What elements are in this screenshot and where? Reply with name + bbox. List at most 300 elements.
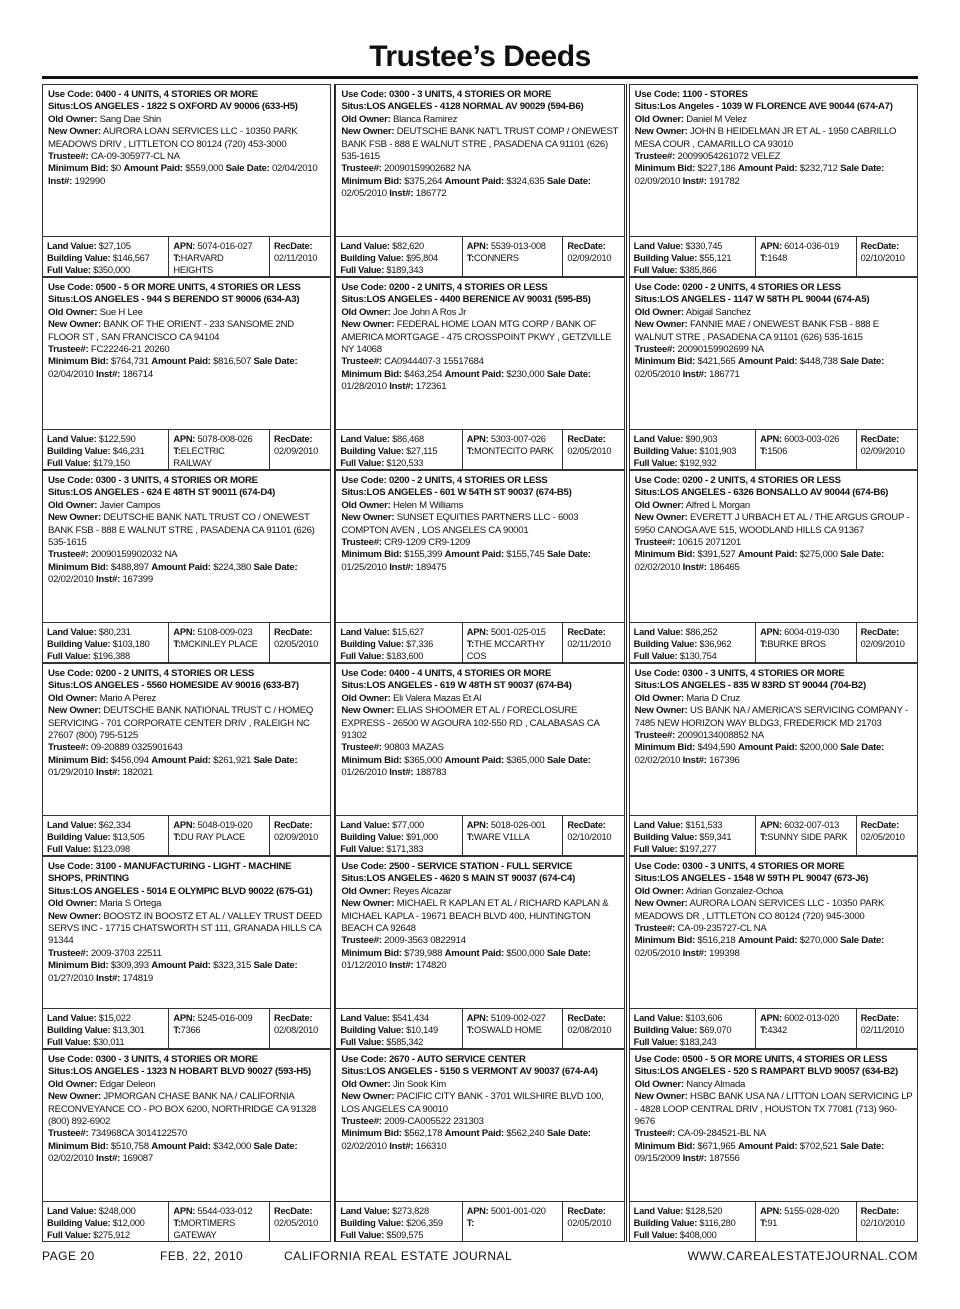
recdate-label: RecDate: — [567, 820, 606, 830]
recdate-label: RecDate: — [273, 1013, 313, 1023]
minimum-bid-line — [341, 948, 442, 959]
minimum-bid-label: Minimum Bid: — [48, 754, 109, 766]
building-value-line — [634, 446, 737, 456]
situs-label: Situs: — [634, 680, 660, 692]
apn-line — [173, 820, 252, 830]
apn-row — [173, 1205, 265, 1217]
record-details — [635, 282, 913, 381]
new-owner-line — [635, 898, 884, 921]
full-value-label: Full Value: — [47, 844, 91, 854]
tract-label: T: — [760, 446, 768, 456]
trustee-label: Trustee#: — [341, 742, 382, 754]
situs-value: LOS ANGELES - 601 W 54TH ST 90037 (674-B5) — [366, 487, 572, 499]
trustee-line — [635, 730, 913, 742]
amount-paid-value: $200,000 — [799, 742, 838, 754]
sale-date-value: 02/04/2010 — [48, 368, 94, 380]
column-separator — [334, 84, 335, 1242]
trustee-value: 2009-CA005522 231303 — [384, 1116, 484, 1128]
land-value-value: $330,745 — [685, 241, 723, 251]
new-owner-line — [341, 1091, 619, 1116]
building-value-label: Building Value: — [340, 832, 404, 842]
land-value-label: Land Value: — [633, 1013, 684, 1023]
apn-value: 5544-033-012 — [197, 1206, 253, 1216]
use-code-label: Use Code: — [634, 282, 680, 293]
full-value-value: $275,912 — [93, 1230, 130, 1240]
trustee-label: Trustee#: — [634, 151, 676, 163]
land-value-value: $273,828 — [392, 1206, 429, 1216]
apn-label: APN: — [760, 1013, 782, 1023]
full-value-label: Full Value: — [633, 1037, 678, 1047]
apn-value: 6014-036-019 — [784, 241, 840, 251]
values-column — [336, 1009, 462, 1048]
apn-label: APN: — [466, 820, 489, 830]
sale-line — [341, 369, 619, 394]
minimum-bid-label: Minimum Bid: — [48, 960, 109, 972]
tract-label: T: — [466, 446, 474, 456]
trustee-label: Trustee#: — [634, 1128, 676, 1140]
amount-paid-line — [738, 356, 838, 367]
apn-label: APN: — [173, 820, 196, 830]
apn-column — [169, 237, 270, 276]
new-owner-line — [341, 126, 618, 162]
deed-record — [335, 84, 624, 277]
instrument-number-line — [683, 369, 740, 380]
full-value-line — [634, 458, 717, 468]
apn-row — [467, 1012, 559, 1024]
minimum-bid-label: Minimum Bid: — [341, 549, 402, 561]
recdate-value: 02/10/2010 — [567, 832, 612, 842]
land-value-label: Land Value: — [633, 241, 684, 251]
land-value-line — [634, 820, 723, 830]
sale-line — [341, 948, 619, 973]
recdate-column — [563, 237, 623, 276]
tract-row — [173, 638, 265, 650]
new-owner-value: DEUTSCHE BANK NAT'L TRUST COMP / ONEWEST BANK FSB - 888 E WALNUT STRE , PASADENA CA 91101 (626) 535-1615 — [341, 126, 619, 163]
new-owner-label: New Owner: — [341, 898, 395, 910]
new-owner-line — [341, 126, 619, 163]
new-owner-line — [635, 319, 913, 344]
building-value-label: Building Value: — [633, 253, 698, 263]
new-owner-label: New Owner: — [634, 705, 688, 717]
use-code-label: Use Code: — [48, 861, 94, 872]
apn-value: 5074-016-027 — [197, 241, 253, 251]
apn-label: APN: — [173, 1013, 196, 1023]
instrument-number-label: Inst#: — [95, 368, 121, 380]
use-code-line — [341, 668, 619, 680]
full-value-label: Full Value: — [340, 458, 385, 468]
situs-value: LOS ANGELES - 1548 W 59TH PL 90047 (673-J6) — [659, 873, 869, 885]
sale-line — [635, 935, 913, 960]
land-value-row — [47, 1012, 164, 1024]
record-details — [635, 861, 913, 960]
apn-row — [467, 433, 559, 445]
full-value-value: $123,098 — [93, 844, 130, 854]
situs-value: LOS ANGELES - 624 E 48TH ST 90011 (674-D4) — [73, 487, 276, 499]
sale-date-value: 02/02/2010 — [48, 1153, 94, 1165]
minimum-bid-value: $562,178 — [404, 1128, 443, 1140]
values-column — [43, 1009, 169, 1048]
building-value-value: $206,359 — [406, 1218, 443, 1228]
apn-column — [463, 623, 564, 662]
new-owner-label: New Owner: — [48, 705, 101, 717]
full-value-label: Full Value: — [340, 1230, 385, 1240]
recdate-label: RecDate: — [567, 241, 606, 251]
land-value-label: Land Value: — [47, 434, 97, 444]
building-value-label: Building Value: — [633, 1218, 698, 1228]
apn-value: 6032-007-013 — [784, 820, 840, 830]
old-owner-value: Abigail Sanchez — [685, 306, 751, 318]
use-code-line — [48, 668, 326, 680]
amount-paid-value: $261,921 — [213, 754, 252, 766]
deed-record — [629, 277, 918, 470]
amount-paid-label: Amount Paid: — [444, 1128, 504, 1140]
use-code-line — [341, 89, 619, 101]
record-values — [630, 815, 917, 855]
building-value-line — [634, 639, 732, 649]
trustee-line — [48, 344, 326, 356]
building-value-value: $103,180 — [112, 639, 150, 649]
amount-paid-label: Amount Paid: — [737, 935, 798, 947]
old-owner-value: Mario A Perez — [99, 692, 157, 704]
tract-value: ELECTRIC RAILWAY — [173, 446, 225, 468]
new-owner-line — [48, 705, 326, 742]
situs-label: Situs: — [341, 294, 367, 306]
use-code-value: 0300 - 3 UNITS, 4 STORIES OR MORE — [388, 89, 552, 100]
recdate-label: RecDate: — [860, 1206, 899, 1216]
land-value-row — [340, 240, 457, 252]
use-code-value: 0200 - 2 UNITS, 4 STORIES OR LESS — [388, 282, 548, 293]
old-owner-label: Old Owner: — [634, 692, 684, 704]
apn-column — [756, 816, 857, 855]
building-value-line — [340, 832, 438, 842]
building-value-line — [340, 1218, 443, 1228]
instrument-number-value: 167399 — [122, 574, 153, 586]
record-details — [635, 1054, 913, 1166]
old-owner-line — [341, 886, 451, 897]
recdate-value: 02/08/2010 — [567, 1025, 612, 1035]
values-column — [630, 623, 756, 662]
apn-row — [467, 819, 559, 831]
apn-line — [173, 627, 252, 637]
use-code-line — [341, 475, 619, 487]
apn-value: 5001-001-020 — [490, 1206, 546, 1216]
recdate-column — [270, 237, 330, 276]
building-value-value: $146,567 — [112, 253, 150, 263]
old-owner-line — [635, 307, 751, 318]
new-owner-line — [48, 705, 313, 741]
apn-label: APN: — [760, 627, 782, 637]
apn-column — [463, 1202, 564, 1241]
sale-date-label: Sale Date: — [840, 742, 885, 754]
tract-value: WARE V1LLA — [474, 832, 530, 842]
old-owner-label: Old Owner: — [341, 499, 391, 511]
trustee-label: Trustee#: — [48, 947, 89, 959]
sale-date-label: Sale Date: — [840, 935, 885, 947]
use-code-line — [48, 1054, 326, 1066]
land-value-value: $122,590 — [98, 434, 136, 444]
tract-row — [760, 252, 852, 264]
building-value-value: $101,903 — [699, 446, 737, 456]
instrument-number-label: Inst#: — [95, 767, 121, 779]
full-value-label: Full Value: — [633, 265, 678, 275]
new-owner-line — [48, 319, 326, 344]
apn-label: APN: — [760, 241, 782, 251]
minimum-bid-line — [341, 1128, 442, 1139]
land-value-line — [634, 1206, 723, 1216]
full-value-row — [47, 1036, 164, 1048]
minimum-bid-line — [48, 1141, 149, 1152]
apn-line — [173, 241, 252, 251]
old-owner-line — [341, 693, 481, 704]
instrument-number-line — [683, 176, 740, 187]
sale-date-label: Sale Date: — [225, 163, 270, 175]
land-value-value: $541,434 — [392, 1013, 429, 1023]
new-owner-line — [635, 126, 897, 149]
minimum-bid-value: $456,094 — [110, 754, 149, 766]
building-value-row — [47, 638, 164, 650]
deed-record — [42, 277, 331, 470]
old-owner-value: Alfred L Morgan — [685, 499, 750, 511]
land-value-label: Land Value: — [340, 1206, 390, 1216]
building-value-line — [47, 832, 145, 842]
land-value-label: Land Value: — [47, 627, 97, 637]
situs-value: LOS ANGELES - 944 S BERENDO ST 90006 (634-A3) — [73, 294, 300, 306]
full-value-label: Full Value: — [47, 1230, 91, 1240]
instrument-number-line — [96, 973, 153, 984]
full-value-value: $385,866 — [679, 265, 717, 275]
building-value-value: $46,231 — [112, 446, 145, 456]
old-owner-line — [48, 898, 326, 910]
old-owner-label: Old Owner: — [48, 499, 98, 511]
old-owner-label: Old Owner: — [48, 113, 98, 125]
trustee-line — [635, 344, 913, 356]
use-code-label: Use Code: — [48, 475, 94, 486]
situs-line — [635, 1066, 913, 1078]
amount-paid-value: $270,000 — [799, 935, 838, 947]
instrument-number-label: Inst#: — [389, 767, 414, 779]
use-code-value: 0300 - 3 UNITS, 4 STORIES OR MORE — [682, 668, 845, 679]
building-value-line — [340, 253, 438, 263]
apn-row — [760, 819, 852, 831]
record-values — [630, 1008, 917, 1048]
building-value-line — [634, 1218, 736, 1228]
land-value-label: Land Value: — [633, 434, 684, 444]
amount-paid-value: $230,000 — [506, 368, 545, 380]
apn-label: APN: — [760, 820, 782, 830]
apn-row — [173, 819, 265, 831]
trustee-line — [635, 1128, 913, 1140]
full-value-line — [634, 265, 717, 275]
building-value-line — [634, 832, 732, 842]
amount-paid-value: $324,635 — [506, 175, 545, 187]
sale-date-value: 02/02/2010 — [634, 754, 681, 766]
old-owner-value: Javier Campos — [99, 499, 161, 511]
minimum-bid-label: Minimum Bid: — [634, 163, 696, 175]
apn-label: APN: — [173, 241, 196, 251]
building-value-label: Building Value: — [47, 639, 111, 649]
instrument-number-label: Inst#: — [389, 561, 414, 573]
old-owner-value: Reyes Alcazar — [392, 885, 452, 897]
instrument-number-line — [389, 1141, 446, 1152]
old-owner-line — [48, 114, 326, 126]
sale-line — [635, 163, 913, 188]
trustee-line — [341, 935, 619, 947]
old-owner-value: Helen M Williams — [392, 499, 464, 511]
full-value-value: $509,575 — [386, 1230, 424, 1240]
apn-column — [756, 1202, 857, 1241]
building-value-line — [634, 1025, 732, 1035]
old-owner-value: Joe John A Ros Jr — [392, 306, 467, 318]
minimum-bid-label: Minimum Bid: — [341, 947, 402, 959]
full-value-row — [340, 264, 457, 276]
apn-label: APN: — [760, 434, 782, 444]
use-code-line — [48, 89, 326, 101]
land-value-row — [634, 626, 751, 638]
new-owner-line — [48, 911, 322, 947]
building-value-row — [47, 1024, 164, 1036]
amount-paid-line — [151, 562, 251, 573]
footer-url: WWW.CAREALESTATEJOURNAL.COM — [687, 1249, 918, 1263]
tract-label: T: — [173, 253, 181, 263]
full-value-value: $183,600 — [386, 651, 424, 661]
trustee-label: Trustee#: — [341, 935, 382, 947]
land-value-line — [340, 1013, 429, 1023]
tract-row — [760, 1217, 852, 1229]
land-value-label: Land Value: — [340, 820, 390, 830]
tract-row — [467, 445, 559, 457]
building-value-row — [340, 638, 457, 650]
use-code-label: Use Code: — [48, 1054, 94, 1065]
new-owner-label: New Owner: — [341, 705, 395, 717]
new-owner-line — [341, 705, 599, 741]
building-value-value: $95,804 — [406, 253, 438, 263]
deed-record — [629, 470, 918, 663]
building-value-label: Building Value: — [47, 1218, 111, 1228]
full-value-label: Full Value: — [340, 265, 385, 275]
use-code-label: Use Code: — [634, 89, 680, 100]
sale-date-label: Sale Date: — [840, 549, 885, 561]
building-value-label: Building Value: — [47, 832, 111, 842]
sale-line — [635, 1141, 913, 1166]
tract-row — [760, 1024, 852, 1036]
trustee-line — [341, 1116, 619, 1128]
use-code-value: 0200 - 2 UNITS, 4 STORIES OR LESS — [388, 475, 548, 486]
land-value-row — [634, 1012, 751, 1024]
new-owner-line — [48, 126, 297, 149]
full-value-row — [634, 843, 751, 855]
trustee-value: CA-09-284521-BL NA — [677, 1128, 766, 1140]
building-value-row — [634, 638, 751, 650]
recdate-column — [857, 1009, 917, 1048]
sale-date-value: 01/27/2010 — [48, 972, 94, 984]
old-owner-value: Maria D Cruz — [686, 692, 740, 704]
apn-line — [467, 1013, 546, 1023]
land-value-value: $77,000 — [392, 820, 424, 830]
land-value-line — [47, 627, 131, 637]
full-value-row — [47, 1229, 164, 1241]
sale-date-label: Sale Date: — [253, 960, 298, 972]
instrument-number-label: Inst#: — [682, 947, 707, 959]
amount-paid-label: Amount Paid: — [123, 163, 183, 175]
tract-value: DU RAY PLACE — [180, 832, 246, 842]
amount-paid-label: Amount Paid: — [151, 1140, 211, 1152]
recdate-label: RecDate: — [860, 820, 899, 830]
full-value-value: $179,150 — [93, 458, 130, 468]
land-value-row — [47, 1205, 164, 1217]
record-values — [630, 429, 917, 469]
sale-date-label: Sale Date: — [546, 1128, 591, 1140]
old-owner-line — [48, 898, 161, 909]
tract-label: T: — [760, 639, 768, 649]
apn-value: 5303-007-026 — [490, 434, 546, 444]
tract-label: T: — [760, 253, 768, 263]
sale-line — [341, 176, 619, 201]
minimum-bid-label: Minimum Bid: — [48, 356, 109, 368]
values-column — [336, 237, 462, 276]
land-value-value: $62,334 — [98, 820, 131, 830]
recdate-column — [857, 623, 917, 662]
full-value-label: Full Value: — [340, 1037, 385, 1047]
apn-value: 6002-013-020 — [784, 1013, 840, 1023]
situs-label: Situs: — [48, 487, 74, 499]
building-value-row — [340, 1024, 457, 1036]
building-value-line — [47, 446, 145, 456]
full-value-line — [340, 458, 423, 468]
situs-label: Situs: — [48, 101, 74, 113]
old-owner-line — [48, 114, 161, 125]
trustee-label: Trustee#: — [341, 356, 382, 368]
apn-line — [760, 1013, 839, 1023]
apn-column — [463, 1009, 564, 1048]
old-owner-line — [341, 1079, 619, 1091]
old-owner-line — [635, 1079, 745, 1090]
old-owner-line — [635, 114, 747, 125]
record-details — [48, 861, 326, 985]
minimum-bid-value: $764,731 — [110, 356, 149, 368]
new-owner-value: JOHN B HEIDELMAN JR ET AL - 1950 CABRILLO MESA COUR , CAMARILLO CA 93010 — [634, 126, 897, 150]
full-value-line — [634, 844, 717, 854]
apn-value: 5078-008-026 — [197, 434, 253, 444]
use-code-value: 0300 - 3 UNITS, 4 STORIES OR MORE — [682, 861, 845, 872]
minimum-bid-line — [341, 549, 442, 560]
amount-paid-value: $155,745 — [506, 549, 545, 561]
land-value-label: Land Value: — [47, 1013, 97, 1023]
use-code-label: Use Code: — [48, 89, 94, 100]
new-owner-value: DEUTSCHE BANK NATIONAL TRUST C / HOMEQ SERVICING - 701 CORPORATE CENTER DRIV , RALEIGH NC 27607 (800) 795-5125 — [48, 705, 314, 742]
minimum-bid-line — [341, 369, 442, 380]
minimum-bid-value: $155,399 — [404, 549, 443, 561]
full-value-label: Full Value: — [633, 844, 678, 854]
minimum-bid-line — [48, 562, 149, 573]
values-column — [43, 816, 169, 855]
full-value-line — [340, 651, 423, 661]
apn-line — [467, 434, 546, 444]
trustee-line — [48, 151, 326, 163]
minimum-bid-value: $391,527 — [697, 549, 736, 561]
minimum-bid-line — [635, 356, 736, 367]
sale-date-value: 02/02/2010 — [341, 1140, 387, 1152]
record-details — [341, 89, 619, 201]
minimum-bid-value: $375,264 — [404, 175, 443, 187]
record-values — [336, 622, 623, 662]
minimum-bid-label: Minimum Bid: — [634, 549, 696, 561]
recdate-label: RecDate: — [567, 627, 606, 637]
land-value-label: Land Value: — [340, 627, 390, 637]
values-column — [43, 1202, 169, 1241]
minimum-bid-value: $510,758 — [110, 1140, 149, 1152]
amount-paid-line — [151, 1141, 251, 1152]
tract-row — [760, 831, 852, 843]
